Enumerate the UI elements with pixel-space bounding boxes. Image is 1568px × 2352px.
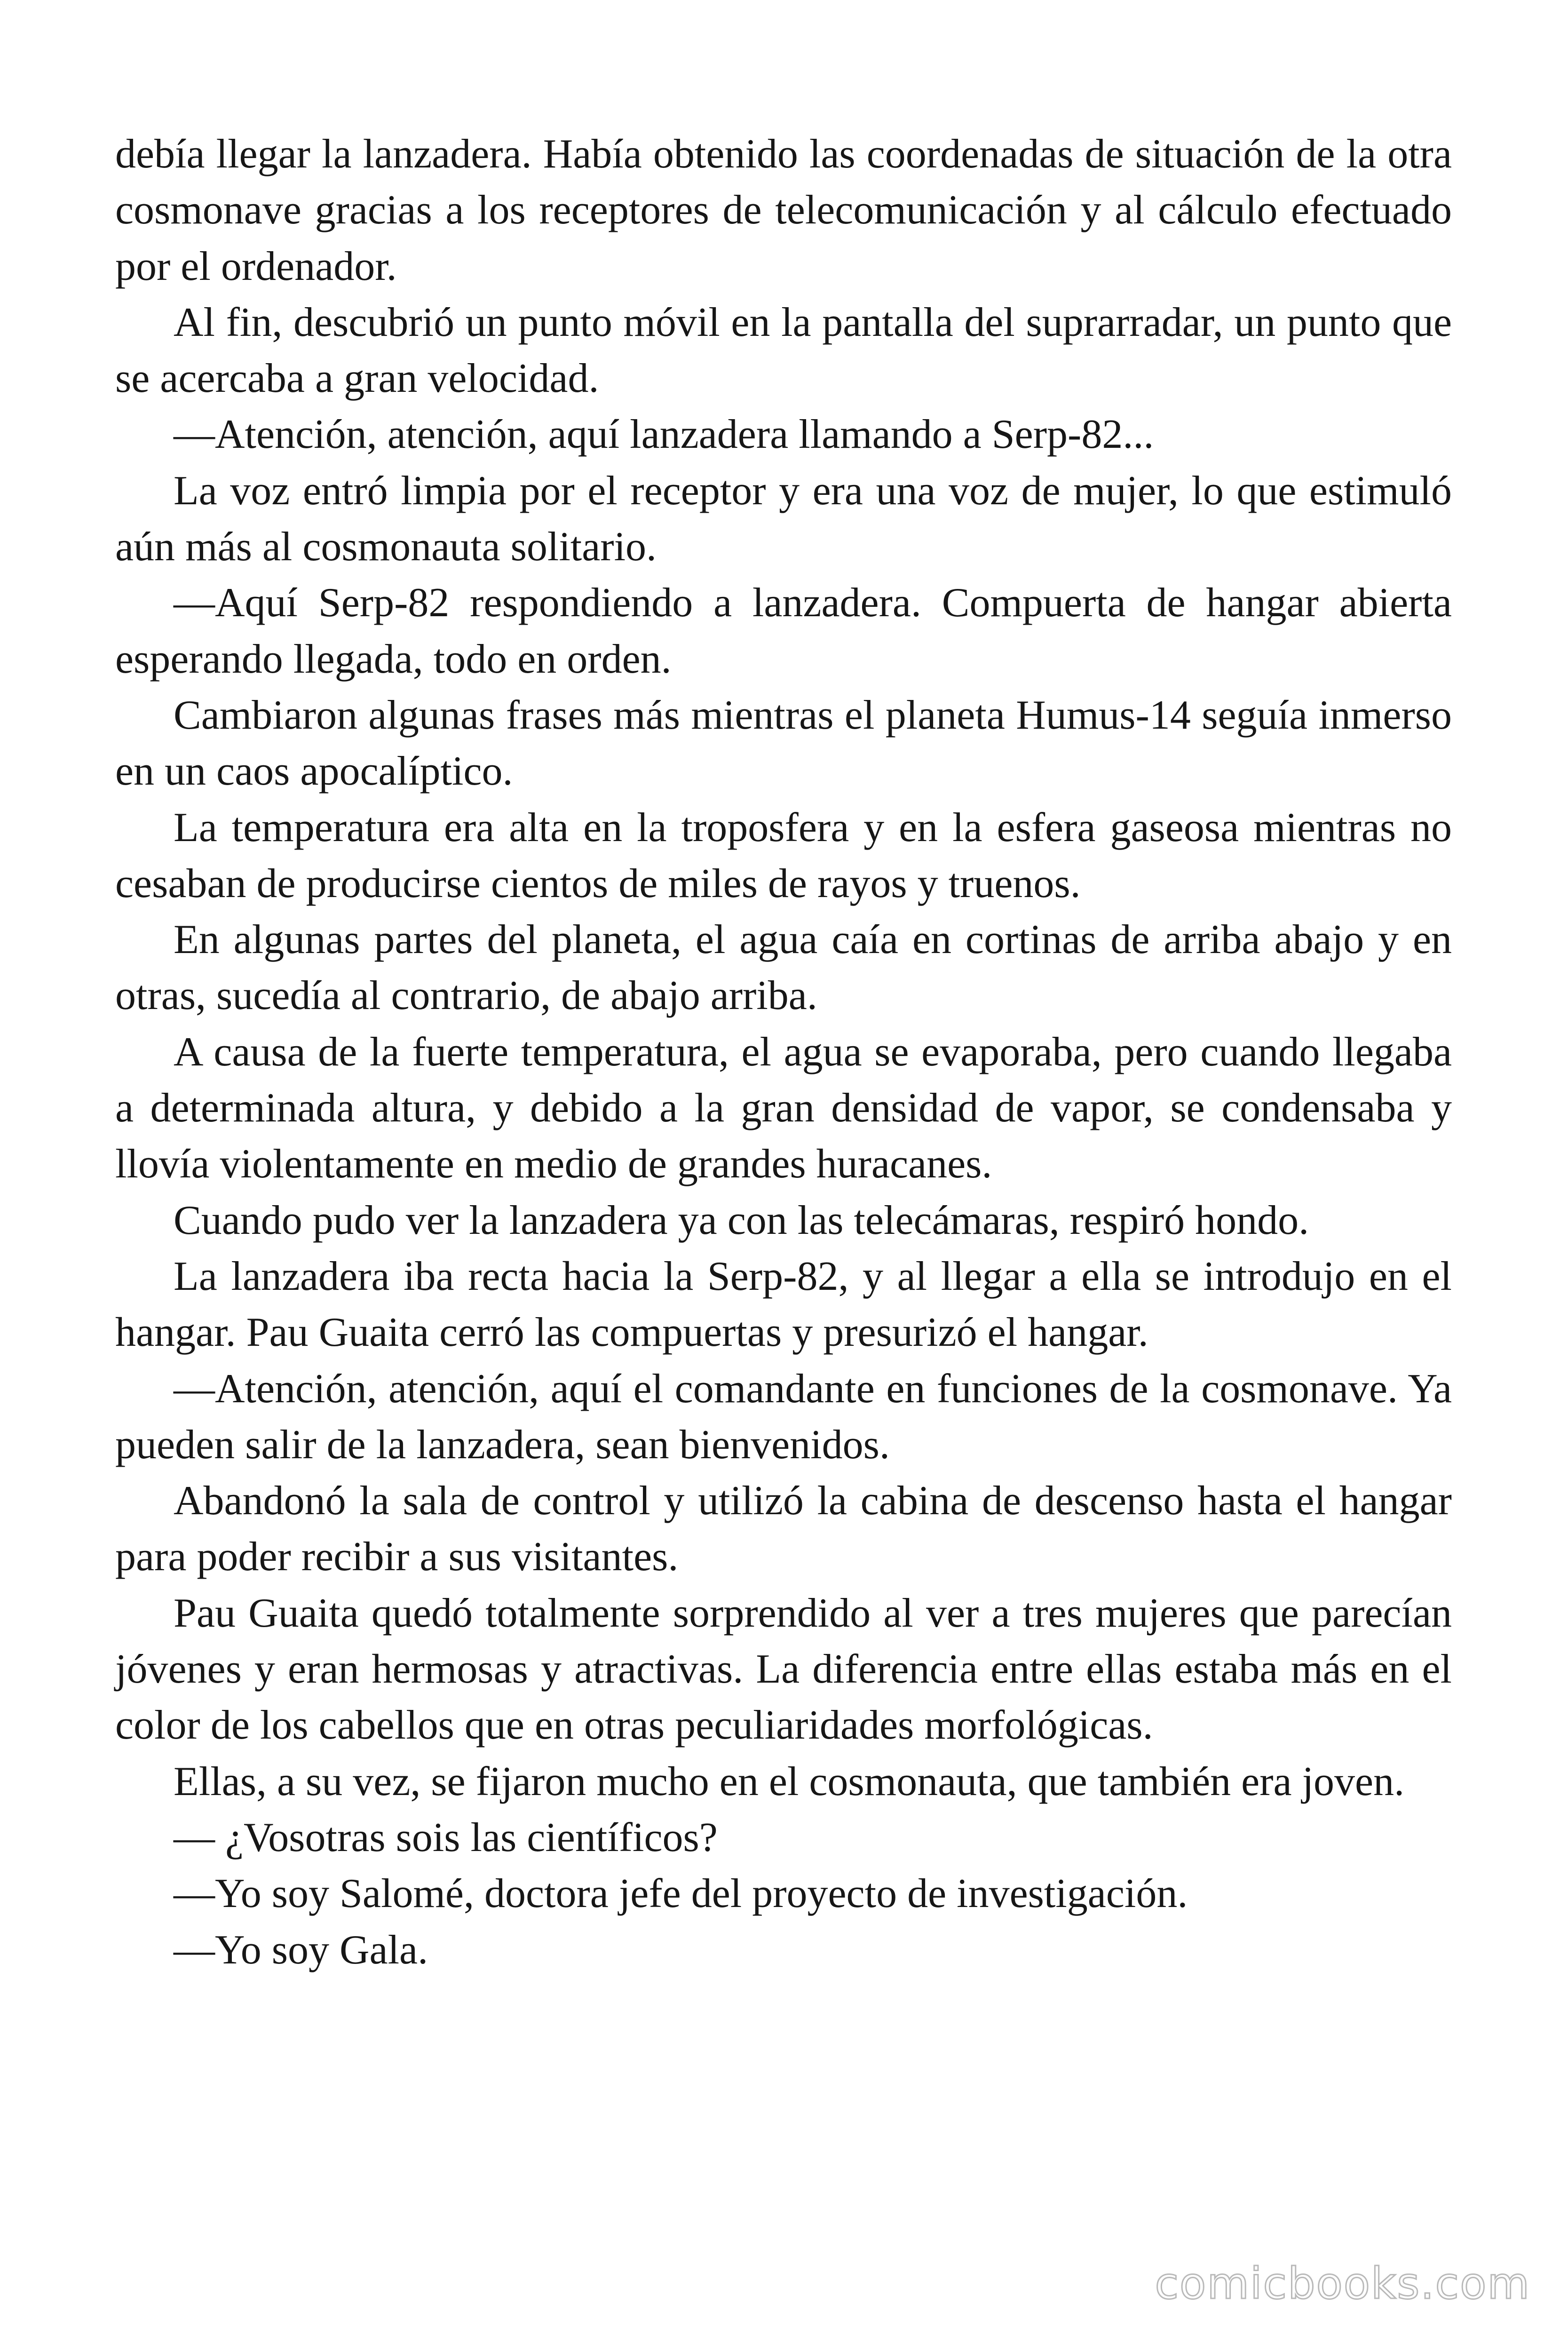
paragraph-6: Cambiaron algunas frases más mientras el planeta Humus-14 seguía inmerso en un caos apocalíptico. — [115, 692, 1452, 795]
paragraph-11: La lanzadera iba recta hacia la Serp-82, y al llegar a ella se introdujo en el hangar. Pau Guaita cerró las compuertas y presurizó el hangar. — [115, 1253, 1452, 1356]
watermark-text: comicbooks.com — [1155, 2258, 1530, 2309]
paragraph-17: —Yo soy Salomé, doctora jefe del proyecto de investigación. — [174, 1871, 1188, 1917]
paragraph-8: En algunas partes del planeta, el agua caía en cortinas de arriba abajo y en otras, sucedía al contrario, de abajo arriba. — [115, 917, 1452, 1019]
paragraph-5: —Aquí Serp-82 respondiendo a lanzadera. Compuerta de hangar abierta esperando llegada, todo en orden. — [115, 580, 1452, 682]
paragraph-10: Cuando pudo ver la lanzadera ya con las telecámaras, respiró hondo. — [174, 1197, 1309, 1243]
paragraph-4: La voz entró limpia por el receptor y era una voz de mujer, lo que estimuló aún más al cosmonauta solitario. — [115, 468, 1452, 570]
book-page-text — [115, 126, 1452, 1978]
paragraph-16: — ¿Vosotras sois las científicos? — [174, 1814, 718, 1860]
paragraph-15: Ellas, a su vez, se fijaron mucho en el cosmonauta, que también era joven. — [174, 1758, 1405, 1804]
paragraph-2: Al fin, descubrió un punto móvil en la pantalla del suprarradar, un punto que se acercaba a gran velocidad. — [115, 299, 1452, 402]
paragraph-3: —Atención, atención, aquí lanzadera llamando a Serp-82... — [174, 412, 1154, 458]
paragraph-1: debía llegar la lanzadera. Había obtenido las coordenadas de situación de la otra cosmonave gracias a los receptores de telecomunicación y al cálculo efectuado por el ordenador. — [115, 131, 1452, 289]
paragraph-7: La temperatura era alta en la troposfera y en la esfera gaseosa mientras no cesaban de producirse cientos de miles de rayos y truenos. — [115, 804, 1452, 906]
paragraph-13: Abandonó la sala de control y utilizó la cabina de descenso hasta el hangar para poder recibir a sus visitantes. — [115, 1478, 1452, 1580]
paragraph-18: —Yo soy Gala. — [174, 1927, 428, 1973]
paragraph-14: Pau Guaita quedó totalmente sorprendido al ver a tres mujeres que parecían jóvenes y eran hermosas y atractivas. La diferencia entre ellas estaba más en el color de los cabellos que en otras peculiaridades morfológicas. — [115, 1590, 1452, 1748]
paragraph-9: A causa de la fuerte temperatura, el agua se evaporaba, pero cuando llegaba a determinada altura, y debido a la gran densidad de vapor, se condensaba y llovía violentamente en medio de grandes huracanes. — [115, 1029, 1452, 1187]
paragraph-12: —Atención, atención, aquí el comandante en funciones de la cosmonave. Ya pueden salir de la lanzadera, sean bienvenidos. — [115, 1366, 1452, 1468]
